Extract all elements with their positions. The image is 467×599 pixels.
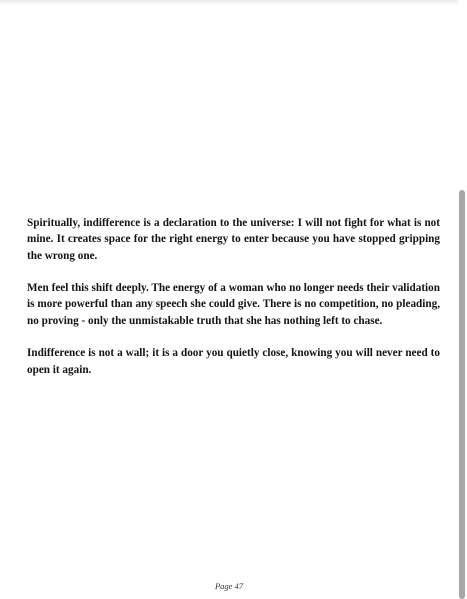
scrollbar-thumb[interactable] [459,190,465,599]
page-body [27,215,440,394]
page-top-edge [0,0,467,5]
page-number: Page 47 [214,581,244,591]
paragraph-2: Men feel this shift deeply. The energy of a woman who no longer needs their validation is more powerful than any speech she could give. There is no competition, no pleading, no proving - only the unmistakable truth that she has nothing left to chase. [27,282,440,327]
paragraph-3: Indifference is not a wall; it is a door you quietly close, knowing you will never need to open it again. [27,347,440,376]
paragraph-1: Spiritually, indifference is a declaration to the universe: I will not fight for what is not mine. It creates space for the right energy to enter because you have stopped gripping the wrong one. [27,217,440,262]
